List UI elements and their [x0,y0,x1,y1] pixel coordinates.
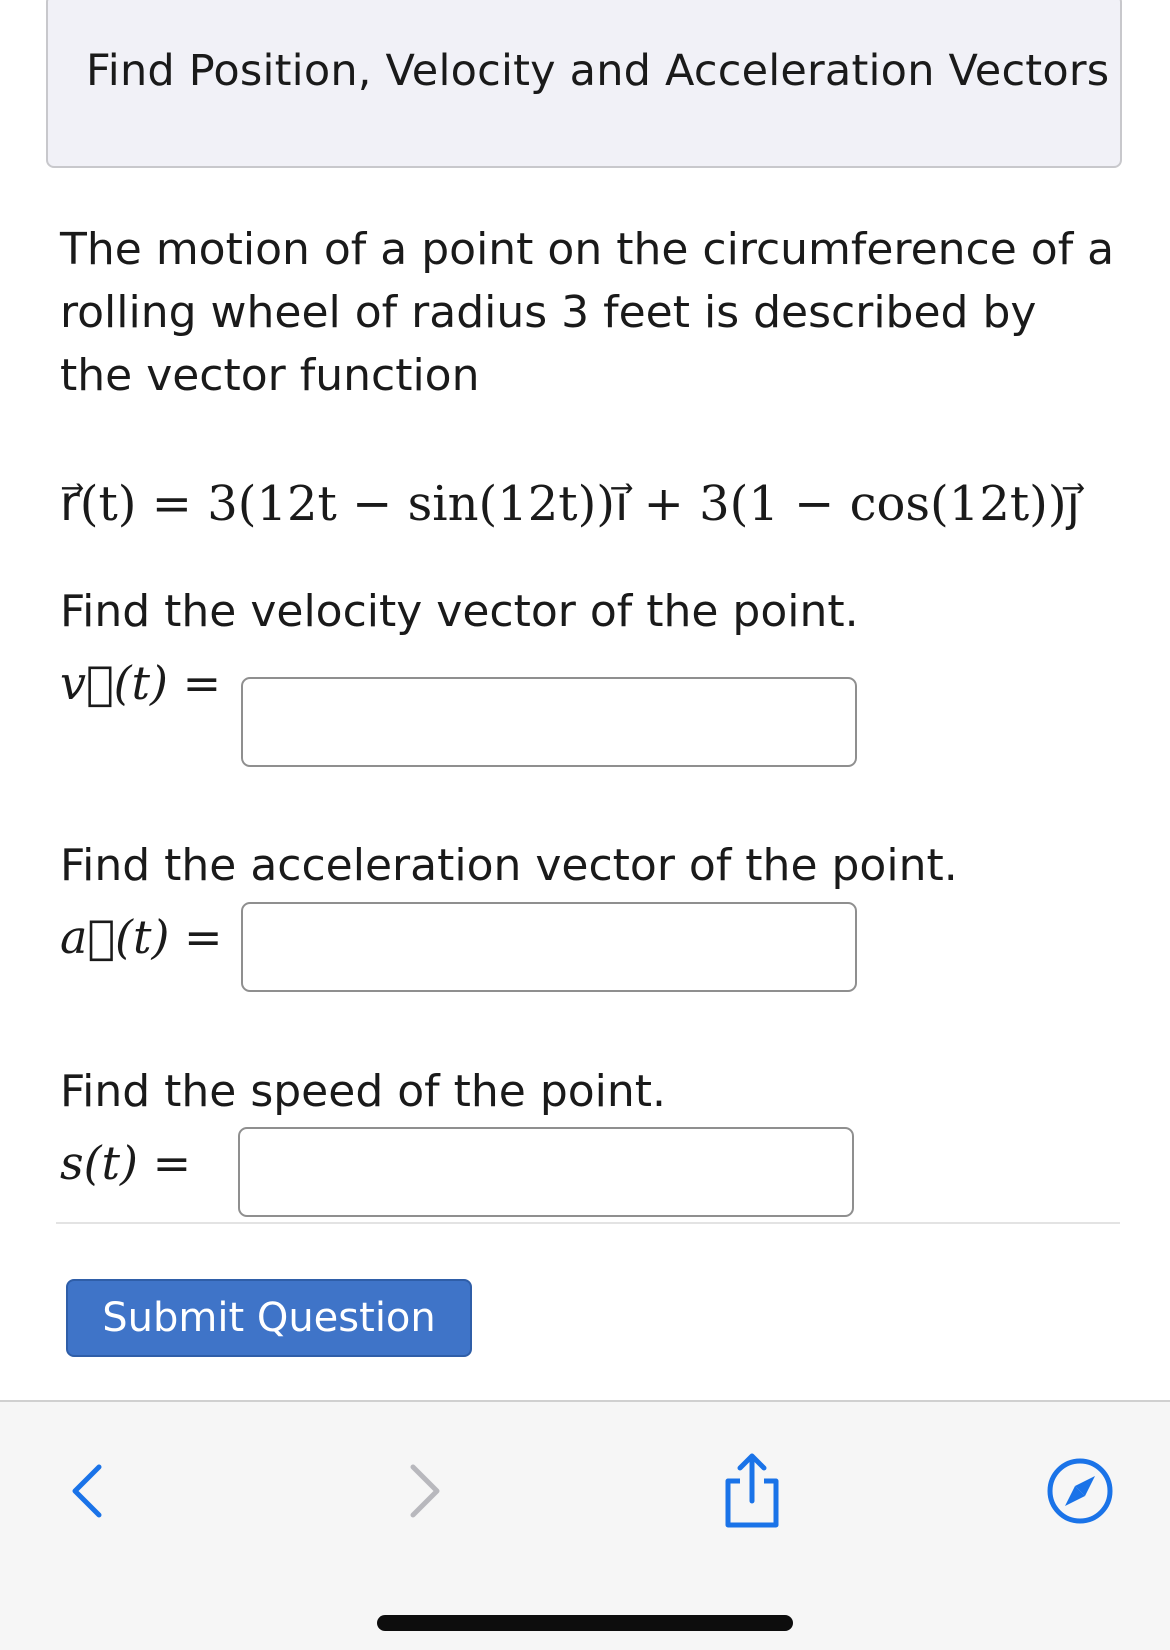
header-box [46,0,1122,168]
velocity-label: v⃗(t) = [60,656,222,710]
share-button[interactable] [707,1446,797,1536]
safari-button[interactable] [1035,1446,1125,1536]
position-equation [60,468,1100,552]
share-icon [720,1451,784,1531]
divider [56,1222,1120,1224]
forward-button[interactable] [380,1446,470,1536]
position-equation-math [60,468,1100,540]
problem-intro: The motion of a point on the circumference of a rolling wheel of radius 3 feet is described by the vector function [60,224,1115,401]
home-indicator [377,1615,793,1631]
back-button[interactable] [42,1446,132,1536]
submit-question-button[interactable]: Submit Question [66,1279,472,1357]
velocity-prompt: Find the velocity vector of the point. [60,586,859,637]
acceleration-prompt: Find the acceleration vector of the point. [60,840,958,891]
page-title: Find Position, Velocity and Acceleration Vectors [86,46,1110,96]
speed-answer-input[interactable] [238,1127,854,1217]
speed-label: s(t) = [60,1136,192,1190]
forward-chevron-icon [403,1461,447,1521]
acceleration-label: a⃗(t) = [60,910,223,964]
speed-prompt: Find the speed of the point. [60,1066,667,1117]
compass-icon [1045,1456,1115,1526]
back-chevron-icon [65,1461,109,1521]
acceleration-answer-input[interactable] [241,902,857,992]
velocity-answer-input[interactable] [241,677,857,767]
browser-toolbar [0,1400,1170,1650]
equation-text: r⃗(t) = 3(12t − sin(12t))i⃗ + 3(1 − cos(12t))j⃗ [60,476,1080,532]
